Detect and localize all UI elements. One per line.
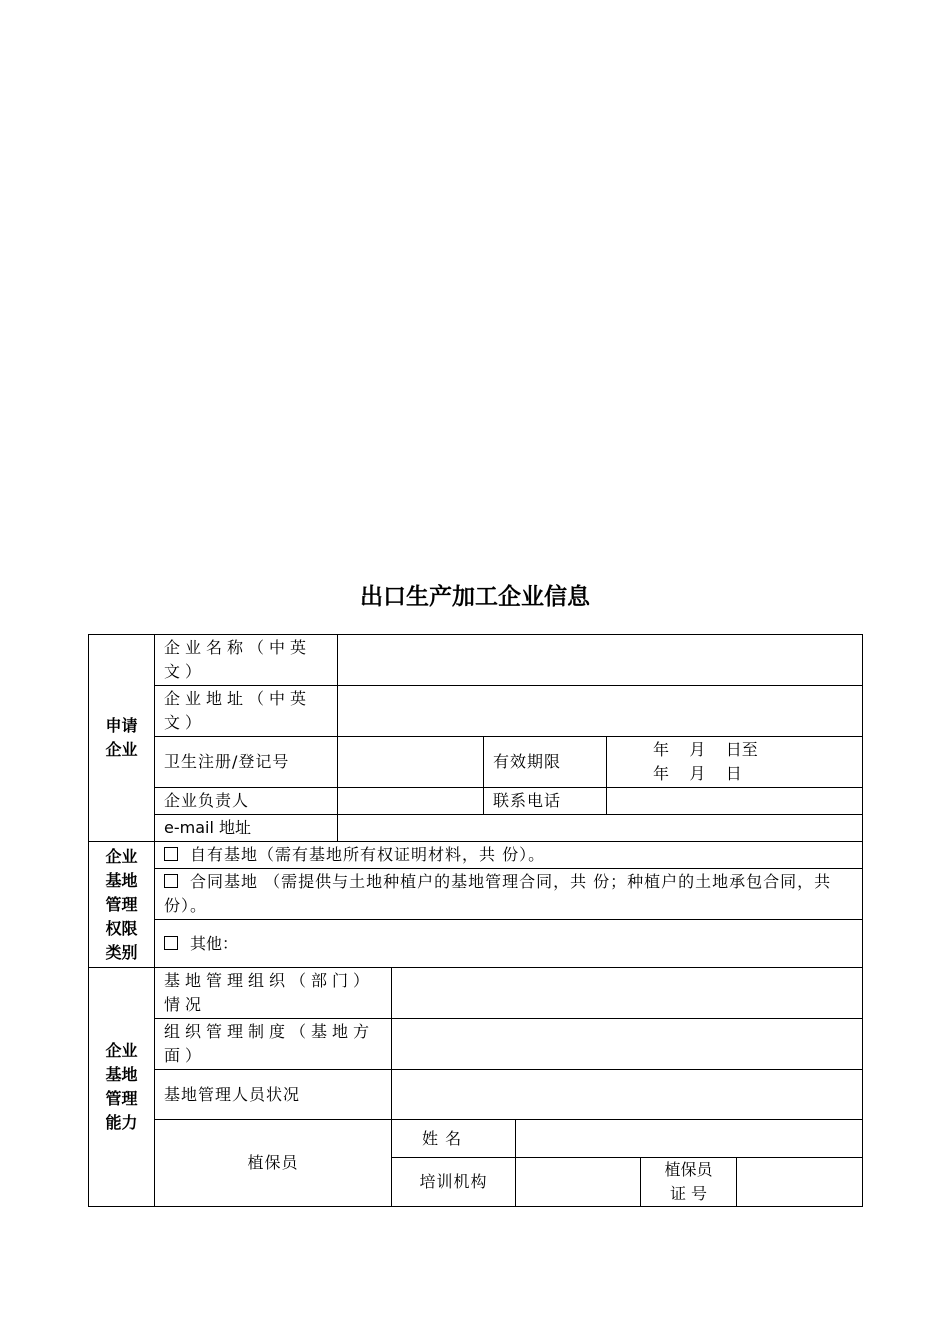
other-checkbox[interactable] <box>164 936 178 950</box>
contract-base-option[interactable] <box>155 869 863 920</box>
company-head-field[interactable] <box>338 788 484 815</box>
inspector-cert-label: 植保员 证 号 <box>641 1158 737 1207</box>
contact-phone-field[interactable] <box>607 788 863 815</box>
inspector-cert-field[interactable] <box>737 1158 863 1207</box>
company-name-field[interactable] <box>338 635 863 686</box>
other-option[interactable] <box>155 920 863 968</box>
contract-base-text: 合同基地 （需提供与土地种植户的基地管理合同，共 份；种植户的土地承包合同，共 份）。 <box>164 872 832 915</box>
email-field[interactable] <box>338 815 863 842</box>
contract-base-checkbox[interactable] <box>164 874 178 888</box>
email-label: e-mail 地址 <box>155 815 338 842</box>
company-address-label: 企业地址（中英文） <box>155 686 338 737</box>
own-base-option[interactable] <box>155 842 863 869</box>
enterprise-info-table <box>88 634 863 1207</box>
base-org-label: 基地管理组织（部门）情况 <box>155 968 392 1019</box>
inspector-name-label: 姓 名 <box>392 1120 516 1158</box>
training-institution-label: 培训机构 <box>392 1158 516 1207</box>
registration-number-label: 卫生注册/登记号 <box>155 737 338 788</box>
contact-phone-label: 联系电话 <box>484 788 607 815</box>
base-org-field[interactable] <box>392 968 863 1019</box>
section-label-authority: 企业基地管理权限类别 <box>89 842 155 968</box>
section-label-applicant: 申请企业 <box>89 635 155 842</box>
validity-end: 年 月 日 <box>653 764 742 783</box>
training-institution-field[interactable] <box>516 1158 641 1207</box>
validity-start: 年 月 日至 <box>653 740 758 759</box>
validity-period-label: 有效期限 <box>484 737 607 788</box>
plant-protection-label: 植保员 <box>155 1120 392 1207</box>
page-title: 出口生产加工企业信息 <box>360 583 590 610</box>
company-name-label: 企业名称（中英文） <box>155 635 338 686</box>
registration-number-field[interactable] <box>338 737 484 788</box>
own-base-checkbox[interactable] <box>164 847 178 861</box>
other-text: 其他： <box>190 933 239 953</box>
mgmt-system-label: 组织管理制度（基地方面） <box>155 1019 392 1070</box>
section-label-capability: 企业基地管理能力 <box>89 968 155 1207</box>
mgmt-system-field[interactable] <box>392 1019 863 1070</box>
company-address-field[interactable] <box>338 686 863 737</box>
company-head-label: 企业负责人 <box>155 788 338 815</box>
staff-status-field[interactable] <box>392 1070 863 1120</box>
inspector-name-field[interactable] <box>516 1120 863 1158</box>
own-base-text: 自有基地（需有基地所有权证明材料，共 份）。 <box>190 845 546 864</box>
validity-period-field[interactable] <box>607 737 863 788</box>
staff-status-label: 基地管理人员状况 <box>155 1070 392 1120</box>
